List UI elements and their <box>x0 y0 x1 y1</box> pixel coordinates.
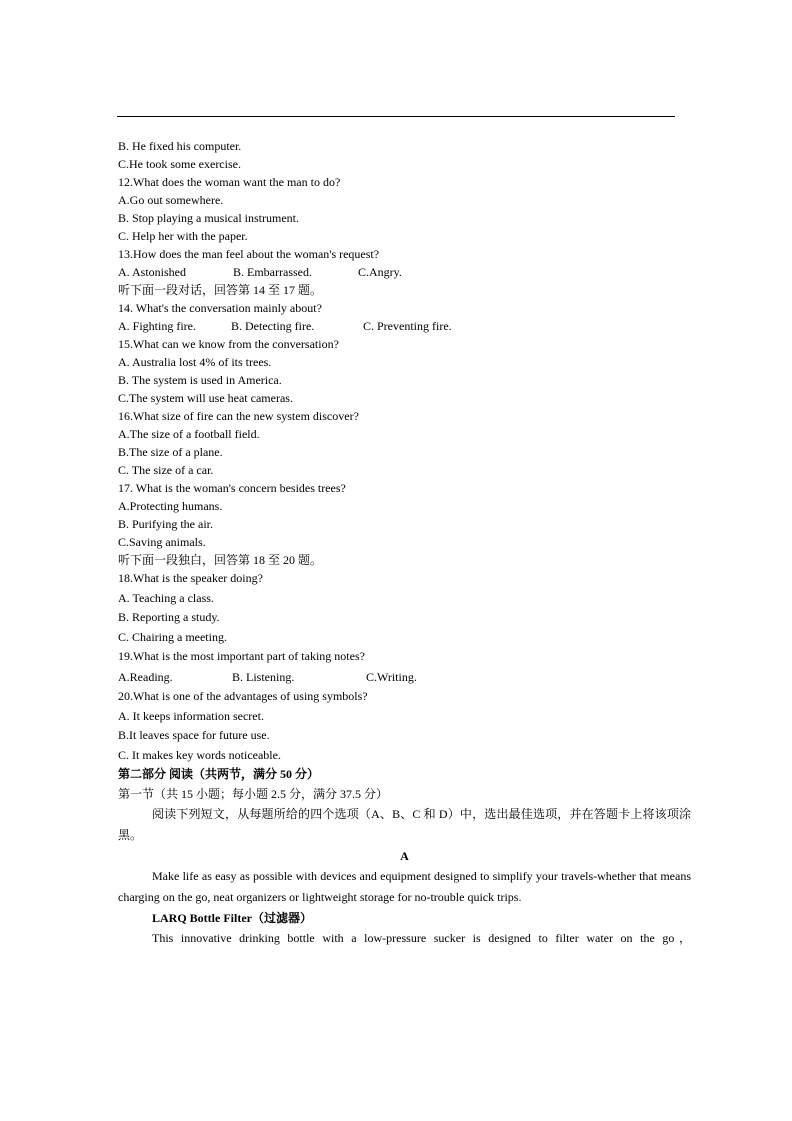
instruction-18-20: 听下面一段独白，回答第 18 至 20 题。 <box>118 553 323 567</box>
question-16: 16.What size of fire can the new system discover? <box>118 409 359 423</box>
question-19: 19.What is the most important part of taking notes? <box>118 649 365 663</box>
option-line: C. Help her with the paper. <box>118 229 248 243</box>
question-13: 13.How does the man feel about the woman's request? <box>118 247 380 261</box>
question-20: 20.What is one of the advantages of using symbols? <box>118 689 368 703</box>
option-line: B. Purifying the air. <box>118 517 213 531</box>
question-12: 12.What does the woman want the man to do? <box>118 175 341 189</box>
q19-option-c: C.Writing. <box>366 669 417 684</box>
option-line: C.The system will use heat cameras. <box>118 391 293 405</box>
option-line: B. The system is used in America. <box>118 373 282 387</box>
option-line: B.The size of a plane. <box>118 445 223 459</box>
part2-heading: 第二部分 阅读（共两节，满分 50 分） <box>118 767 320 781</box>
option-line: C. It makes key words noticeable. <box>118 747 281 762</box>
question-15: 15.What can we know from the conversation? <box>118 337 339 351</box>
document-body <box>118 137 691 949</box>
passage-intro: Make life as easy as possible with devices and equipment designed to simplify your travels-whether that means charging on the go, neat organizers or lightweight storage for no-trouble quick trips. <box>118 869 691 904</box>
q19-option-b: B. Listening. <box>232 669 295 684</box>
product-title: LARQ Bottle Filter（过滤器） <box>152 911 312 925</box>
option-line: C.Saving animals. <box>118 535 206 549</box>
q19-option-a: A.Reading. <box>118 669 173 684</box>
section1-heading: 第一节（共 15 小题；每小题 2.5 分，满分 37.5 分） <box>118 786 389 801</box>
question-18: 18.What is the speaker doing? <box>118 571 263 585</box>
question-17: 17. What is the woman's concern besides trees? <box>118 481 346 495</box>
reading-instruction: 阅读下列短文，从每题所给的四个选项（A、B、C 和 D）中，选出最佳选项，并在答题卡上将该项涂黑。 <box>118 807 691 842</box>
option-line: B. Stop playing a musical instrument. <box>118 211 299 225</box>
q13-option-c: C.Angry. <box>358 265 402 279</box>
passage-letter: A <box>400 849 409 863</box>
question-14: 14. What's the conversation mainly about? <box>118 301 322 315</box>
q13-option-b: B. Embarrassed. <box>233 265 312 279</box>
header-rule <box>117 116 675 117</box>
option-line: C. The size of a car. <box>118 463 214 477</box>
option-line: A. It keeps information secret. <box>118 708 264 723</box>
instruction-14-17: 听下面一段对话，回答第 14 至 17 题。 <box>118 283 323 297</box>
option-line: A. Australia lost 4% of its trees. <box>118 355 272 369</box>
q13-options <box>118 263 691 281</box>
q14-options <box>118 317 691 335</box>
text-line: C.He took some exercise. <box>118 157 241 171</box>
option-line: A.The size of a football field. <box>118 427 260 441</box>
q14-option-a: A. Fighting fire. <box>118 319 196 333</box>
option-line: B.It leaves space for future use. <box>118 728 270 742</box>
option-line: B. Reporting a study. <box>118 610 220 624</box>
q19-options <box>118 668 691 688</box>
option-line: A.Protecting humans. <box>118 499 223 513</box>
text-line: B. He fixed his computer. <box>118 139 242 153</box>
product-text: This innovative drinking bottle with a low-pressure sucker is designed to filter water on the go， <box>152 931 691 945</box>
option-line: A.Go out somewhere. <box>118 193 224 207</box>
option-line: A. Teaching a class. <box>118 590 214 605</box>
option-line: C. Chairing a meeting. <box>118 629 227 644</box>
q14-option-b: B. Detecting fire. <box>231 319 315 333</box>
q13-option-a: A. Astonished <box>118 265 187 279</box>
q14-option-c: C. Preventing fire. <box>363 319 452 333</box>
